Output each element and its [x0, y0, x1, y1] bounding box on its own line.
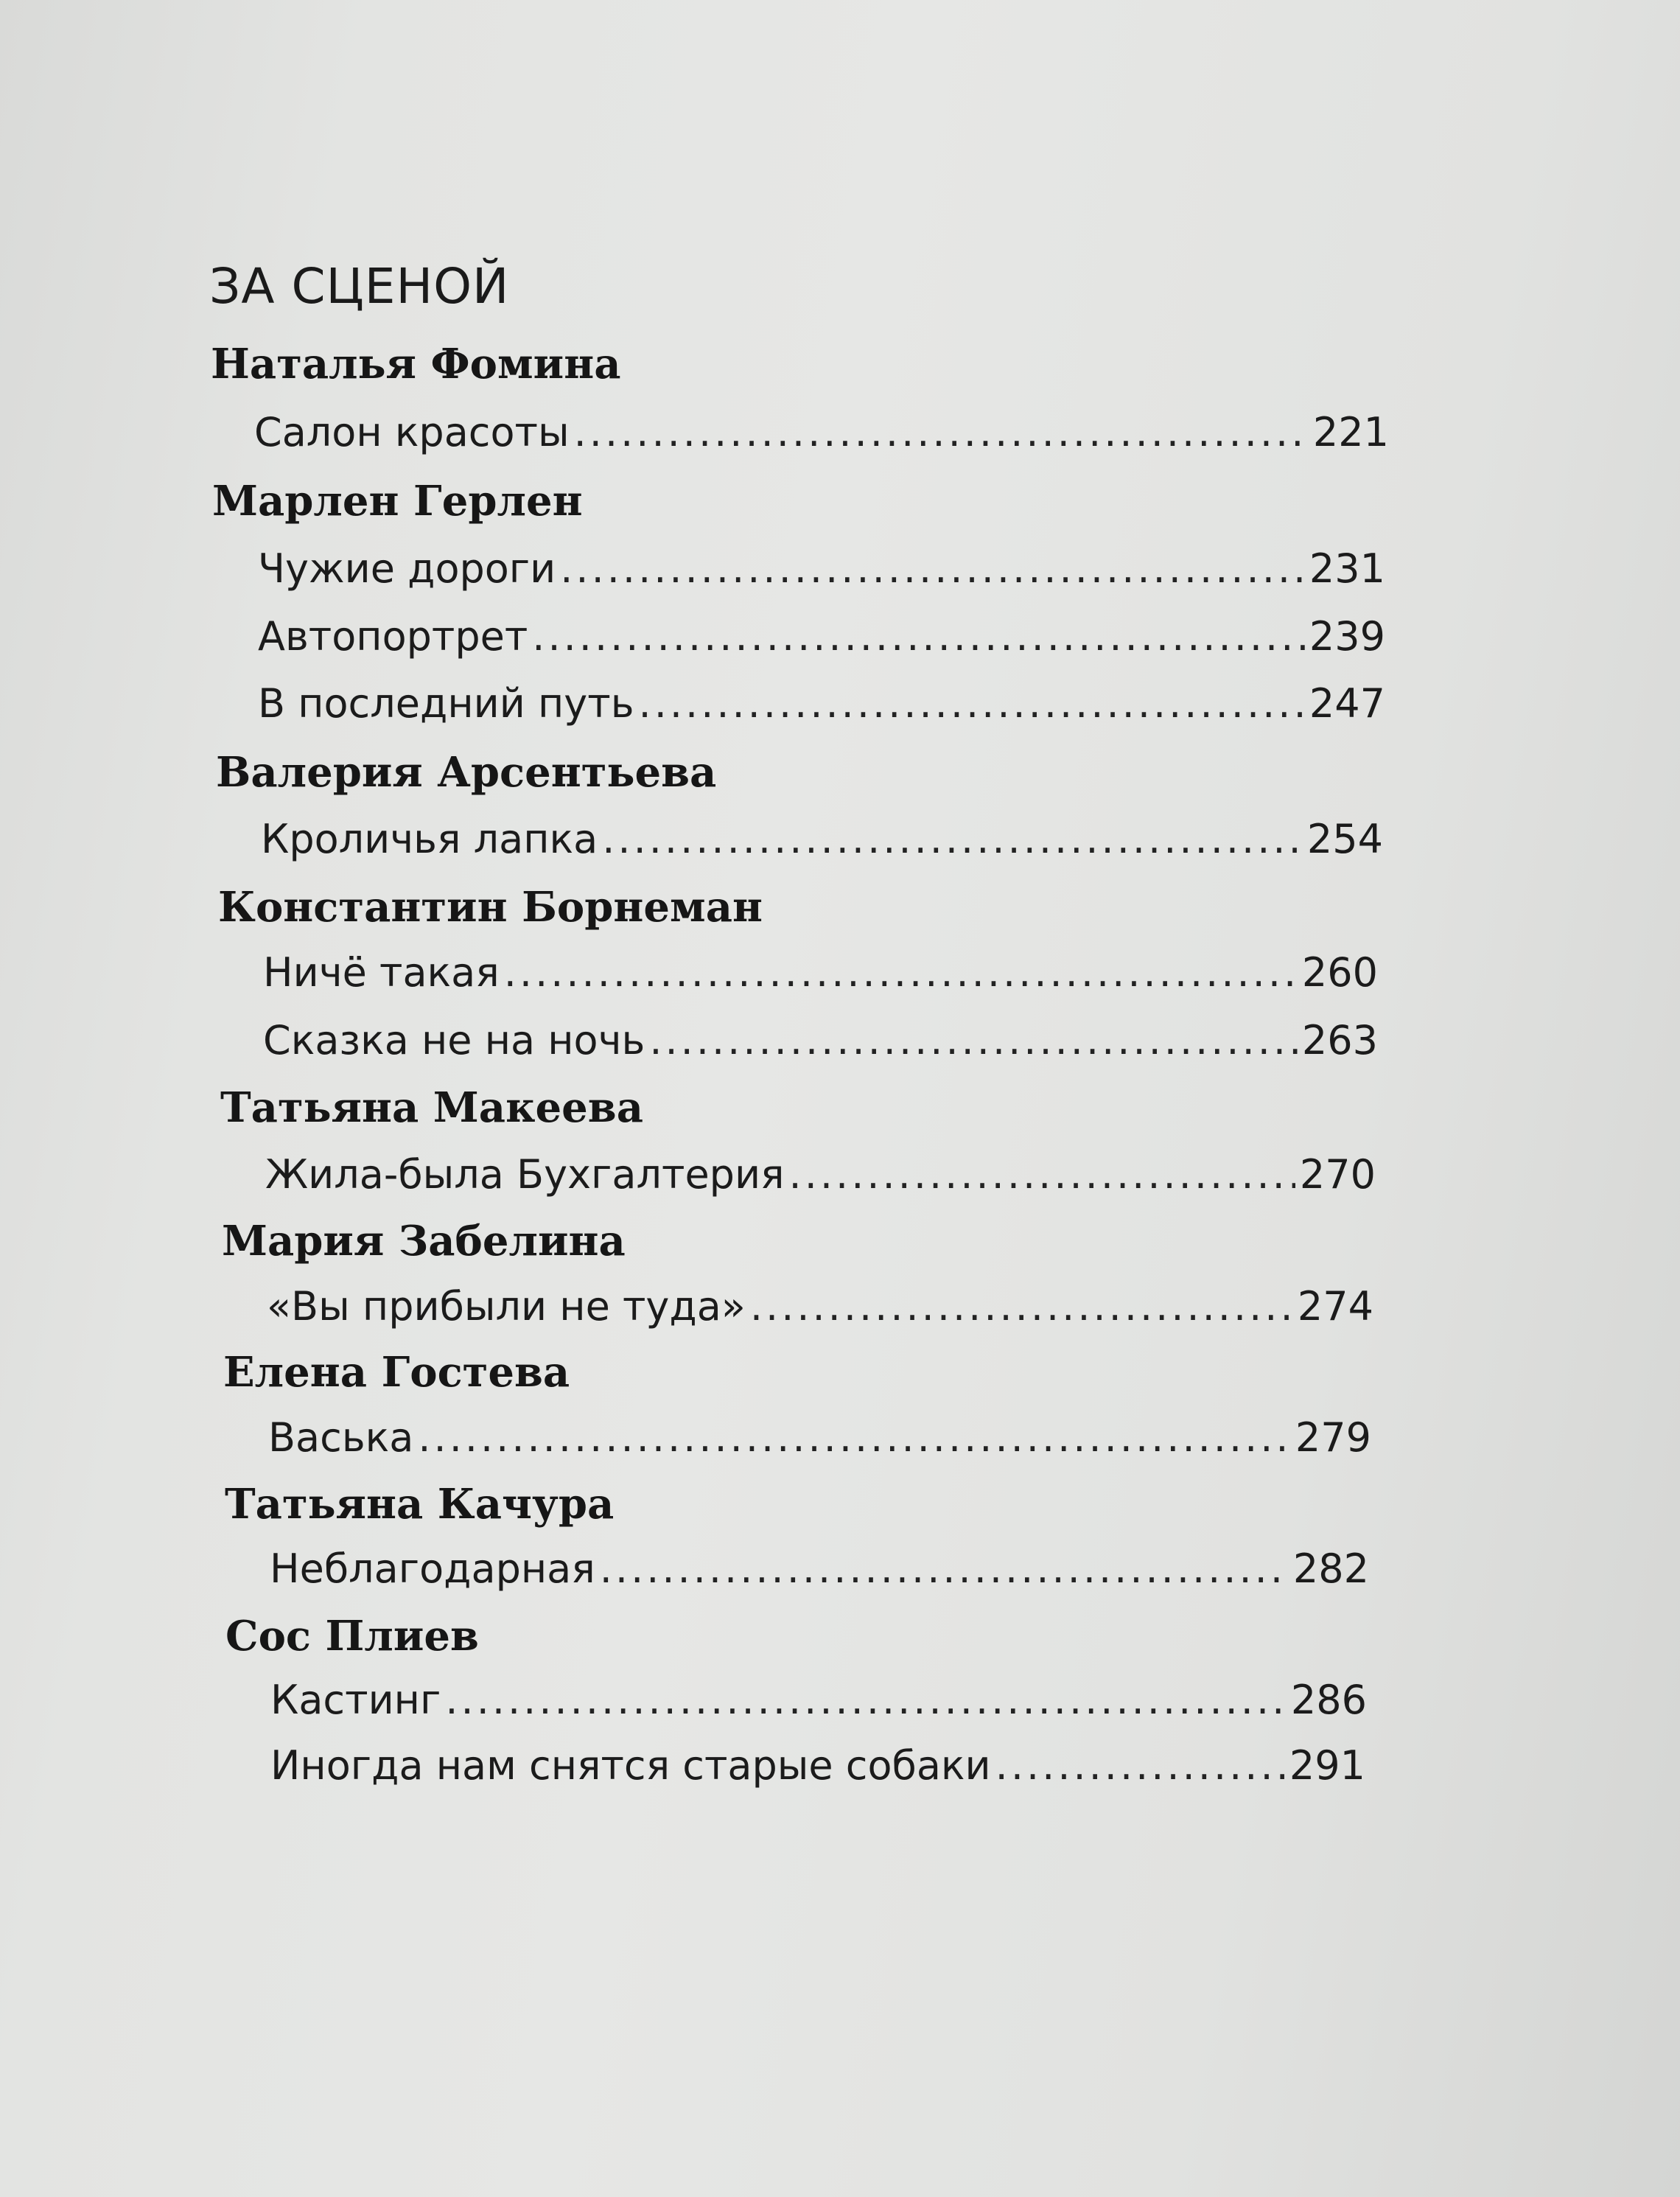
page-number: 239 [1309, 613, 1385, 660]
page-number: 247 [1309, 680, 1385, 727]
leader-dots [750, 1287, 1293, 1327]
story-title: Салон красоты [254, 409, 570, 455]
leader-dots [418, 1418, 1291, 1458]
story-title: Чужие дороги [258, 545, 556, 592]
story-title: Сказка не на ночь [263, 1017, 645, 1063]
toc-entry[interactable] [254, 409, 1389, 455]
toc-entry[interactable] [261, 816, 1383, 862]
leader-dots [789, 1155, 1295, 1195]
page-number: 254 [1306, 816, 1383, 862]
author-name: Валерия Арсентьева [216, 748, 717, 797]
leader-dots [602, 820, 1303, 859]
page-number: 231 [1309, 545, 1385, 592]
story-title: Иногда нам снятся старые собаки [270, 1742, 991, 1789]
story-title: Неблагодарная [270, 1545, 595, 1592]
story-title: В последний путь [258, 680, 634, 727]
leader-dots [600, 1549, 1289, 1589]
leader-dots [504, 953, 1298, 993]
page-number: 279 [1295, 1414, 1371, 1461]
author-name: Сос Плиев [225, 1612, 479, 1660]
author-name: Татьяна Макеева [220, 1083, 643, 1132]
author-name: Константин Борнеман [218, 883, 763, 932]
page-number: 263 [1301, 1017, 1378, 1063]
section-title: ЗА СЦЕНОЙ [209, 258, 510, 315]
toc-entry[interactable] [270, 1742, 1365, 1789]
story-title: Кроличья лапка [261, 816, 598, 862]
toc-entry[interactable] [263, 949, 1378, 996]
toc-entry[interactable] [270, 1545, 1369, 1592]
toc-entry[interactable] [268, 1414, 1371, 1461]
leader-dots [649, 1021, 1298, 1061]
toc-entry[interactable] [258, 680, 1385, 727]
story-title: «Вы прибыли не туда» [267, 1283, 746, 1330]
story-title: Васька [268, 1414, 414, 1461]
leader-dots [639, 684, 1305, 724]
story-title: Жила-была Бухгалтерия [265, 1151, 785, 1198]
leader-dots [574, 413, 1309, 453]
toc-entry[interactable] [258, 613, 1385, 660]
toc-entry[interactable] [267, 1283, 1373, 1330]
page-number: 286 [1290, 1677, 1367, 1723]
leader-dots [532, 617, 1305, 657]
author-name: Наталья Фомина [211, 340, 621, 388]
toc-entry[interactable] [270, 1677, 1367, 1723]
leader-dots [445, 1680, 1287, 1720]
toc-entry[interactable] [265, 1151, 1376, 1198]
author-name: Татьяна Качура [225, 1480, 615, 1529]
leader-dots [995, 1746, 1285, 1786]
author-name: Марлен Герлен [212, 477, 583, 525]
story-title: Кастинг [270, 1677, 441, 1723]
story-title: Ничё такая [263, 949, 500, 996]
toc-entry[interactable] [258, 545, 1385, 592]
leader-dots [560, 549, 1305, 589]
page-number: 270 [1299, 1151, 1376, 1198]
page-number: 221 [1312, 409, 1389, 455]
author-name: Мария Забелина [222, 1217, 626, 1265]
toc-entry[interactable] [263, 1017, 1378, 1063]
page-number: 260 [1301, 949, 1378, 996]
page-number: 291 [1289, 1742, 1365, 1789]
page-number: 274 [1297, 1283, 1373, 1330]
author-name: Елена Гостева [223, 1348, 570, 1397]
story-title: Автопортрет [258, 613, 528, 660]
page-number: 282 [1292, 1545, 1369, 1592]
